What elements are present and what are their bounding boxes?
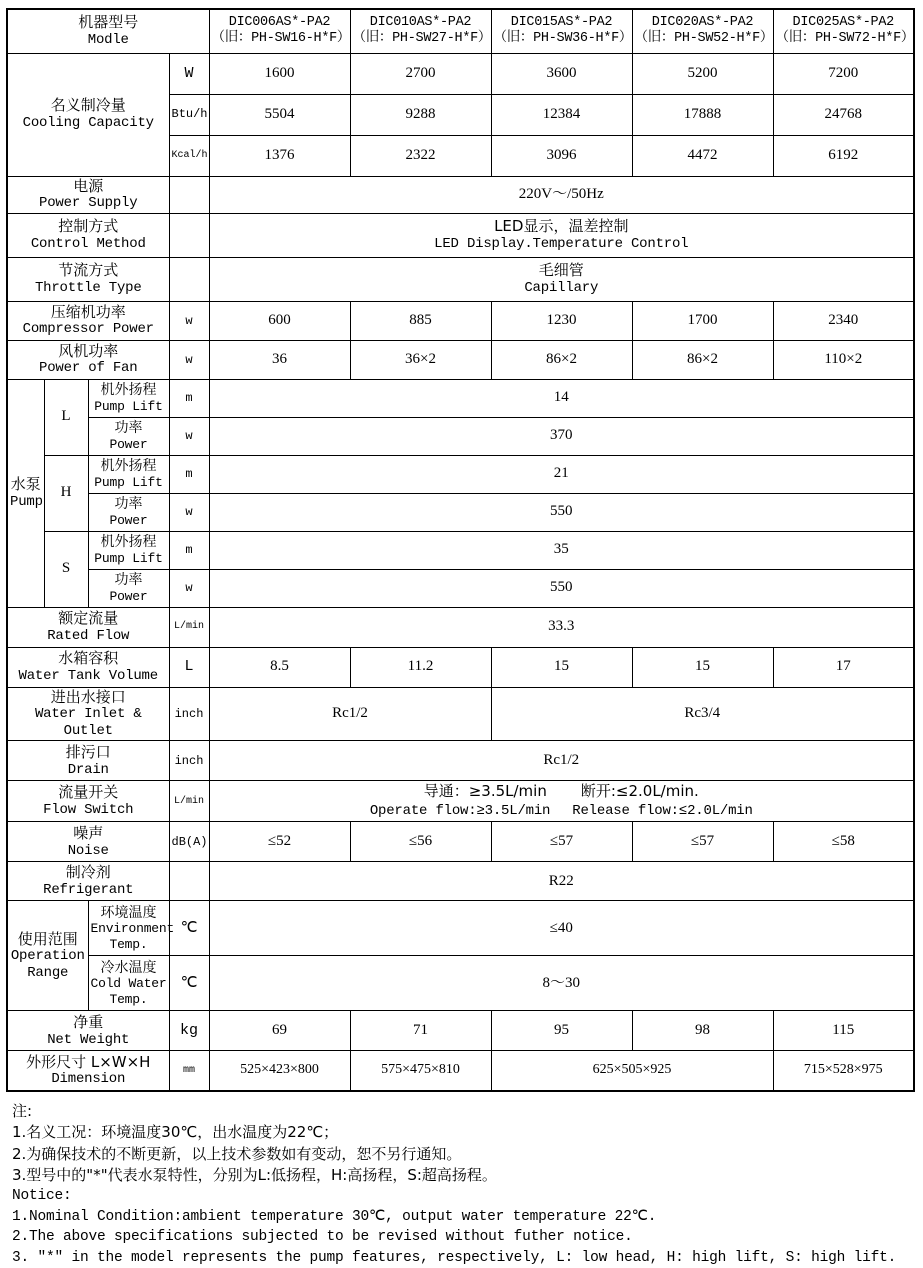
table-row-pump-l-lift [7, 379, 914, 417]
row-label-en: Dimension [51, 1071, 126, 1088]
row-label-model [7, 9, 209, 53]
note-line-cn: 1.名义工况：环境温度30℃，出水温度为22℃； [12, 1123, 339, 1142]
row-label-cn: 电源 [73, 176, 104, 195]
row-label-dimension [7, 1051, 169, 1091]
unit-cell: m [169, 531, 209, 569]
row-label-drain [7, 741, 169, 781]
unit-cell: m [169, 379, 209, 417]
pump-sub-label [88, 531, 169, 569]
sub-label-en: Pump Lift [94, 474, 163, 490]
sub-label-cn: 功率 [114, 496, 143, 513]
data-cell: 1600 [209, 53, 350, 94]
row-label-cn: 机器型号 [78, 13, 139, 32]
table-row-rated-flow [7, 607, 914, 647]
table-row-noise [7, 822, 914, 862]
sub-label-en: Cold Water Temp. [90, 976, 167, 1007]
row-label-en: Drain [67, 761, 109, 778]
row-label-noise [7, 822, 169, 862]
data-cell: ≤57 [632, 822, 773, 862]
pump-group-key: L [44, 379, 88, 455]
table-row-dimension [7, 1051, 914, 1091]
data-cell: 2700 [350, 53, 491, 94]
unit-cell [169, 257, 209, 301]
data-cell-merged [209, 257, 914, 301]
data-cell-merged: 550 [209, 493, 914, 531]
sub-label-cn: 机外扬程 [100, 458, 157, 475]
pump-sub-label [88, 493, 169, 531]
sub-label-cn: 机外扬程 [100, 534, 157, 551]
row-label-cn: 节流方式 [58, 261, 119, 280]
row-label-net-weight [7, 1011, 169, 1051]
table-row-operation-env-temp [7, 901, 914, 956]
data-cell: 3600 [491, 53, 632, 94]
row-label-cn: 压缩机功率 [50, 302, 126, 321]
unit-cell: w [169, 417, 209, 455]
row-label-cn: 控制方式 [58, 217, 119, 236]
data-cell: 71 [350, 1011, 491, 1051]
row-label-compressor-power [7, 301, 169, 340]
notes-title-en: Notice: [12, 1188, 72, 1205]
data-cell: 575×475×810 [350, 1051, 491, 1091]
data-cell: 86×2 [491, 340, 632, 379]
row-label-en: Noise [67, 842, 109, 859]
sub-label-en: Power [109, 512, 148, 528]
pump-group-key: H [44, 455, 88, 531]
data-cell-merged: Rc1/2 [209, 687, 491, 741]
data-cell: 12384 [491, 94, 632, 135]
data-cell: ≤52 [209, 822, 350, 862]
row-label-cn: 制冷剂 [65, 863, 111, 882]
row-label-cn: 排污口 [65, 742, 111, 761]
model-name-old: （旧：PH-SW27-H*F） [352, 31, 492, 47]
unit-cell: L/min [169, 781, 209, 822]
row-label-en: Refrigerant [43, 882, 134, 898]
data-cell: 115 [773, 1011, 914, 1051]
unit-cell: w [169, 340, 209, 379]
notes-section [6, 1101, 917, 1268]
unit-cell: mm [169, 1051, 209, 1091]
sub-label-cn: 功率 [114, 572, 143, 589]
sub-label-en: Pump Lift [94, 550, 163, 566]
flow-switch-release-cn: 断开:≤2.0L/min. [580, 782, 699, 801]
data-cell: 6192 [773, 135, 914, 176]
data-cell: 4472 [632, 135, 773, 176]
data-cell-merged: 33.3 [209, 607, 914, 647]
notes-title-cn: 注: [12, 1101, 33, 1120]
value-en: Capillary [524, 279, 599, 296]
table-row-pump-s-power [7, 569, 914, 607]
row-label-en: Control Method [30, 235, 146, 252]
data-cell: 24768 [773, 94, 914, 135]
table-row-flow-switch [7, 781, 914, 822]
pump-group-key: S [44, 531, 88, 607]
data-cell-merged: 21 [209, 455, 914, 493]
data-cell-merged: 14 [209, 379, 914, 417]
table-row-throttle-type [7, 257, 914, 301]
row-label-en: Pump [10, 493, 43, 510]
note-line-en: 3. "*" in the model represents the pump features, respectively, L: low head, H: high lift, S: high lift. [12, 1249, 897, 1266]
table-row-drain [7, 741, 914, 781]
model-name-new: DIC020AS*-PA2 [651, 15, 754, 31]
row-label-cn: 风机功率 [58, 341, 119, 360]
sub-label-en: Power [109, 588, 148, 604]
operation-sub-label [88, 956, 169, 1011]
data-cell: 885 [350, 301, 491, 340]
row-label-en: Cooling Capacity [22, 115, 154, 132]
data-cell: 98 [632, 1011, 773, 1051]
row-label-en: Net Weight [47, 1031, 130, 1048]
unit-cell: w [169, 493, 209, 531]
model-header-cell [773, 9, 914, 53]
note-line-en: 2.The above specifications subjected to be revised without futher notice. [12, 1229, 633, 1246]
row-label-cn: 流量开关 [58, 783, 119, 802]
data-cell-merged: ≤40 [209, 901, 914, 956]
table-row-pump-l-power [7, 417, 914, 455]
model-name-new: DIC006AS*-PA2 [228, 15, 331, 31]
data-cell: 3096 [491, 135, 632, 176]
row-label-en: Compressor Power [22, 321, 154, 338]
unit-cell: kg [169, 1011, 209, 1051]
row-label-refrigerant [7, 862, 169, 901]
data-cell: 525×423×800 [209, 1051, 350, 1091]
row-label-en: Modle [87, 31, 129, 48]
row-label-en: Throttle Type [34, 279, 142, 296]
data-cell-merged: 550 [209, 569, 914, 607]
data-cell-merged: 8～30 [209, 956, 914, 1011]
data-cell: 8.5 [209, 647, 350, 687]
model-name-new: DIC025AS*-PA2 [792, 15, 894, 31]
data-cell: 7200 [773, 53, 914, 94]
row-label-rated-flow [7, 607, 169, 647]
unit-cell: w [169, 569, 209, 607]
unit-cell: L/min [169, 607, 209, 647]
data-cell: ≤57 [491, 822, 632, 862]
row-label-en: Water Inlet & Outlet [34, 706, 142, 739]
table-row-refrigerant [7, 862, 914, 901]
row-label-cn: 净重 [73, 1012, 104, 1031]
unit-cell: inch [169, 741, 209, 781]
data-cell: 36 [209, 340, 350, 379]
unit-cell: w [169, 301, 209, 340]
table-row-inlet-outlet [7, 687, 914, 741]
row-label-cn: 外形尺寸 L×W×H [26, 1052, 151, 1071]
table-row-pump-s-lift [7, 531, 914, 569]
model-header-cell [350, 9, 491, 53]
row-label-cn: 使用范围 [17, 929, 78, 948]
data-cell-merged: Rc1/2 [209, 741, 914, 781]
value-cn: 毛细管 [538, 261, 584, 280]
row-label-flow-switch [7, 781, 169, 822]
row-label-power-supply [7, 176, 169, 213]
unit-cell [169, 213, 209, 257]
row-label-tank-volume [7, 647, 169, 687]
data-cell: 36×2 [350, 340, 491, 379]
data-cell: 2322 [350, 135, 491, 176]
model-header-cell [491, 9, 632, 53]
row-label-control-method [7, 213, 169, 257]
pump-sub-label [88, 455, 169, 493]
data-cell: 2340 [773, 301, 914, 340]
note-line-cn: 3.型号中的"*"代表水泵特性，分别为L:低扬程，H:高扬程，S:超高扬程。 [12, 1165, 497, 1184]
row-label-fan-power [7, 340, 169, 379]
model-name-old: （旧：PH-SW36-H*F） [493, 31, 633, 47]
data-cell: 95 [491, 1011, 632, 1051]
note-line-cn: 2.为确保技术的不断更新，以上技术参数如有变动，恕不另行通知。 [12, 1144, 462, 1163]
data-cell-merged: R22 [209, 862, 914, 901]
unit-cell: Kcal/h [169, 135, 209, 176]
pump-sub-label [88, 379, 169, 417]
table-row-model-header [7, 9, 914, 53]
row-label-cn: 水箱容积 [58, 649, 119, 668]
row-label-pump [7, 379, 44, 607]
data-cell: 86×2 [632, 340, 773, 379]
model-header-cell [209, 9, 350, 53]
data-cell-merged [209, 213, 914, 257]
pump-sub-label [88, 569, 169, 607]
row-label-cn: 进出水接口 [50, 687, 126, 706]
data-cell: 15 [491, 647, 632, 687]
value-cn: LED显示，温差控制 [494, 217, 629, 236]
row-label-en: Flow Switch [43, 802, 134, 818]
table-row-operation-cold-water-temp [7, 956, 914, 1011]
row-label-cn: 名义制冷量 [50, 96, 126, 115]
data-cell: 715×528×975 [773, 1051, 914, 1091]
row-label-throttle-type [7, 257, 169, 301]
data-cell: 15 [632, 647, 773, 687]
table-row-net-weight [7, 1011, 914, 1051]
pump-sub-label [88, 417, 169, 455]
unit-cell: L [169, 647, 209, 687]
sub-label-cn: 机外扬程 [100, 382, 157, 399]
unit-cell: Btu/h [169, 94, 209, 135]
model-name-new: DIC015AS*-PA2 [510, 15, 613, 31]
unit-cell: W [169, 53, 209, 94]
sub-label-cn: 冷水温度 [100, 959, 157, 976]
flow-switch-release-en: Release flow:≤2.0L/min [572, 802, 753, 819]
data-cell: 1230 [491, 301, 632, 340]
table-row-power-supply [7, 176, 914, 213]
row-label-cooling-capacity [7, 53, 169, 176]
unit-cell: ℃ [169, 956, 209, 1011]
note-line-en: 1.Nominal Condition:ambient temperature 30℃, output water temperature 22℃. [12, 1208, 657, 1225]
data-cell: 600 [209, 301, 350, 340]
flow-switch-operate-en: Operate flow:≥3.5L/min [369, 802, 551, 819]
row-label-en: Power Supply [39, 195, 138, 212]
row-label-cn: 额定流量 [58, 609, 119, 628]
data-cell-merged: 625×505×925 [491, 1051, 773, 1091]
sub-label-en: Pump Lift [94, 398, 163, 414]
table-row-fan-power [7, 340, 914, 379]
unit-cell: inch [169, 687, 209, 741]
data-cell: 5200 [632, 53, 773, 94]
data-cell: 17 [773, 647, 914, 687]
value-en: LED Display.Temperature Control [434, 235, 689, 252]
data-cell: 110×2 [773, 340, 914, 379]
table-row-compressor-power [7, 301, 914, 340]
row-label-en: Rated Flow [47, 627, 130, 644]
sub-label-en: Power [109, 436, 148, 452]
model-header-cell [632, 9, 773, 53]
row-label-operation-range [7, 901, 88, 1011]
data-cell-merged [209, 781, 914, 822]
data-cell-merged: Rc3/4 [491, 687, 914, 741]
data-cell: ≤58 [773, 822, 914, 862]
table-row-tank-volume [7, 647, 914, 687]
row-label-cn: 水泵 [10, 475, 41, 494]
row-label-en: Operation Range [10, 948, 85, 981]
model-name-old: （旧：PH-SW16-H*F） [211, 31, 351, 47]
table-row-cooling-w [7, 53, 914, 94]
table-row-control-method [7, 213, 914, 257]
sub-label-cn: 功率 [114, 420, 143, 437]
row-label-cn: 噪声 [73, 823, 104, 842]
row-label-en: Power of Fan [39, 360, 138, 377]
row-label-en: Water Tank Volume [18, 667, 158, 684]
sub-label-cn: 环境温度 [100, 904, 157, 921]
data-cell: 9288 [350, 94, 491, 135]
data-cell: 1376 [209, 135, 350, 176]
unit-cell: dB(A) [169, 822, 209, 862]
data-cell-merged: 220V～/50Hz [209, 176, 914, 213]
data-cell-merged: 370 [209, 417, 914, 455]
unit-cell: ℃ [169, 901, 209, 956]
data-cell: ≤56 [350, 822, 491, 862]
data-cell-merged: 35 [209, 531, 914, 569]
data-cell: 17888 [632, 94, 773, 135]
model-name-old: （旧：PH-SW72-H*F） [775, 31, 915, 47]
model-name-old: （旧：PH-SW52-H*F） [634, 31, 774, 47]
data-cell: 69 [209, 1011, 350, 1051]
unit-cell [169, 176, 209, 213]
unit-cell: m [169, 455, 209, 493]
data-cell: 11.2 [350, 647, 491, 687]
table-row-pump-h-lift [7, 455, 914, 493]
table-row-pump-h-power [7, 493, 914, 531]
sub-label-en: Environment Temp. [90, 921, 175, 952]
model-name-new: DIC010AS*-PA2 [369, 15, 472, 31]
row-label-inlet-outlet [7, 687, 169, 741]
unit-cell [169, 862, 209, 901]
data-cell: 5504 [209, 94, 350, 135]
flow-switch-operate-cn: 导通：≥3.5L/min [423, 782, 547, 801]
data-cell: 1700 [632, 301, 773, 340]
operation-sub-label [88, 901, 175, 956]
specification-table [6, 8, 915, 1092]
